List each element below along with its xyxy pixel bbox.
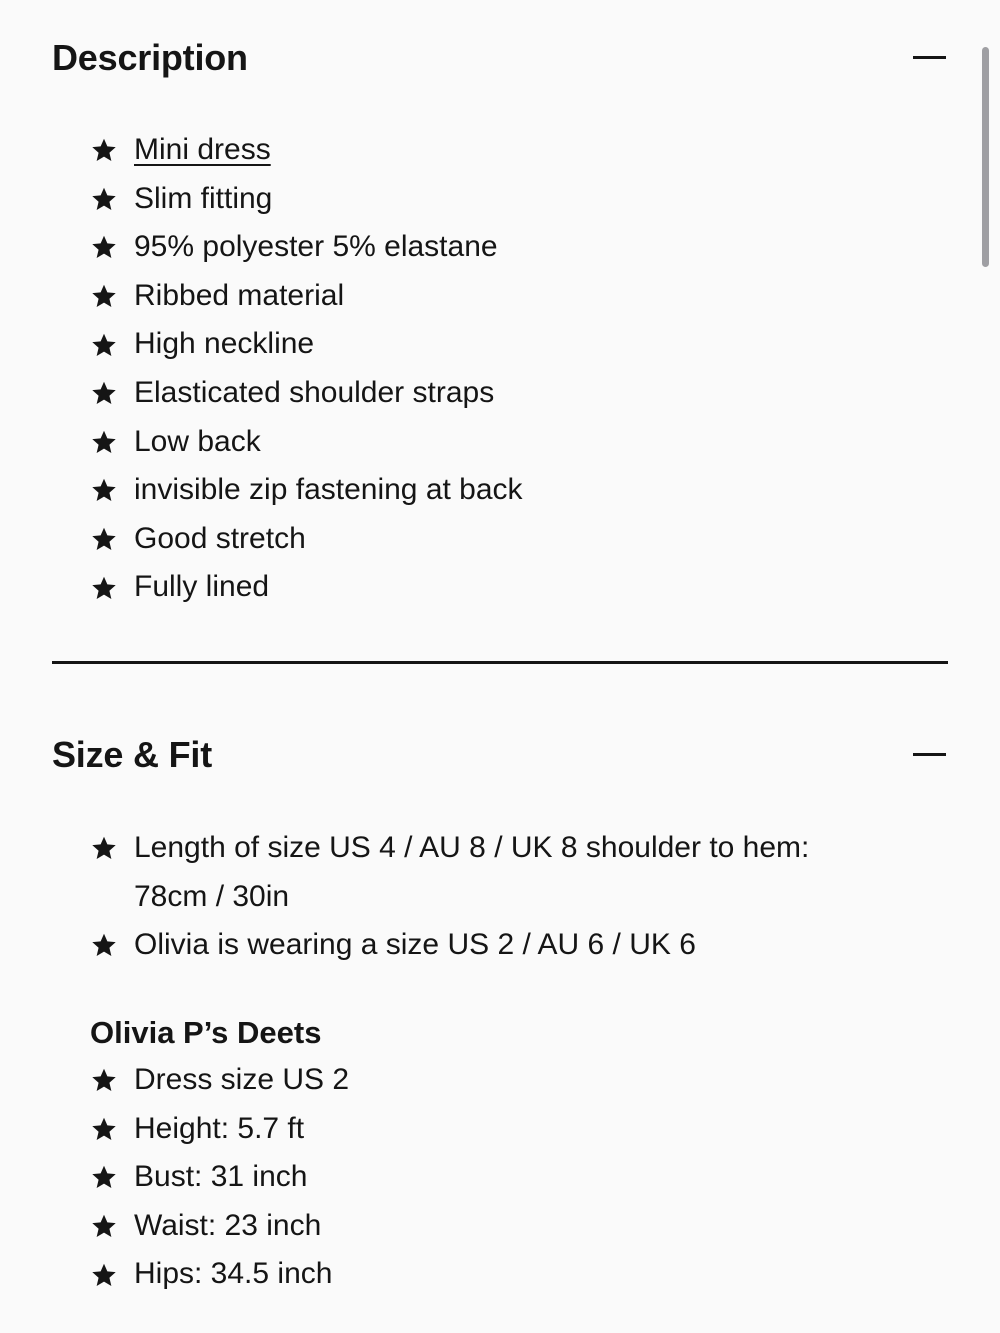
list-item-text: Height: 5.7 ft [134,1111,305,1145]
list-item [88,369,523,418]
list-item [88,418,523,467]
star-icon [90,126,118,175]
list-item-text: Olivia is wearing a size US 2 / AU 6 / UK 6 [134,928,696,962]
star-icon [90,563,118,612]
list-item [88,466,523,515]
size-fit-header[interactable] [52,730,948,780]
star-icon [90,1105,118,1154]
list-item [88,320,523,369]
description-list [88,126,523,612]
star-icon [90,824,118,873]
list-item [88,126,523,175]
description-title: Description [52,37,248,78]
list-item [88,921,874,970]
list-item [88,1250,349,1299]
list-item [88,1153,349,1202]
description-collapse-minus-icon[interactable] [913,56,946,59]
star-icon [90,418,118,467]
star-icon [90,466,118,515]
size-fit-title: Size & Fit [52,734,213,775]
star-icon [90,1202,118,1251]
list-item [88,1202,349,1251]
list-item-text: Length of size US 4 / AU 8 / UK 8 shoulder to hem: 78cm / 30in [134,831,810,913]
model-deets-list [88,1056,349,1299]
scrollbar[interactable] [978,40,994,280]
scrollbar-thumb[interactable] [982,47,989,267]
star-icon [90,1250,118,1299]
list-item-text: 95% polyester 5% elastane [134,230,498,264]
star-icon [90,921,118,970]
list-item [88,175,523,224]
mini-dress-link[interactable]: Mini dress [134,133,271,166]
list-item-text: Bust: 31 inch [134,1160,308,1194]
list-item [88,515,523,564]
list-item-text: invisible zip fastening at back [134,473,523,507]
list-item-text: Good stretch [134,521,306,555]
list-item [88,824,874,921]
list-item [88,1056,349,1105]
star-icon [90,223,118,272]
list-item-text: Waist: 23 inch [134,1208,322,1242]
star-icon [90,175,118,224]
list-item-text: Slim fitting [134,181,273,215]
star-icon [90,515,118,564]
list-item-text: Dress size US 2 [134,1063,350,1096]
list-item [88,563,523,612]
star-icon [90,369,118,418]
star-icon [90,1153,118,1202]
list-item [88,272,523,321]
list-item [88,223,523,272]
model-deets-heading: Olivia P’s Deets [90,1015,322,1050]
list-item-text: Hips: 34.5 inch [134,1257,333,1291]
size-fit-list [88,824,874,970]
star-icon [90,1056,118,1105]
list-item-text: Low back [134,424,261,458]
list-item-text: Ribbed material [134,278,345,312]
size-fit-collapse-minus-icon[interactable] [913,753,946,756]
list-item [88,1105,349,1154]
list-item-text: Fully lined [134,570,270,604]
star-icon [90,272,118,321]
list-item-text: High neckline [134,327,315,361]
section-divider [52,661,948,664]
list-item-text: Elasticated shoulder straps [134,375,495,409]
star-icon [90,320,118,369]
description-header[interactable] [52,33,948,83]
